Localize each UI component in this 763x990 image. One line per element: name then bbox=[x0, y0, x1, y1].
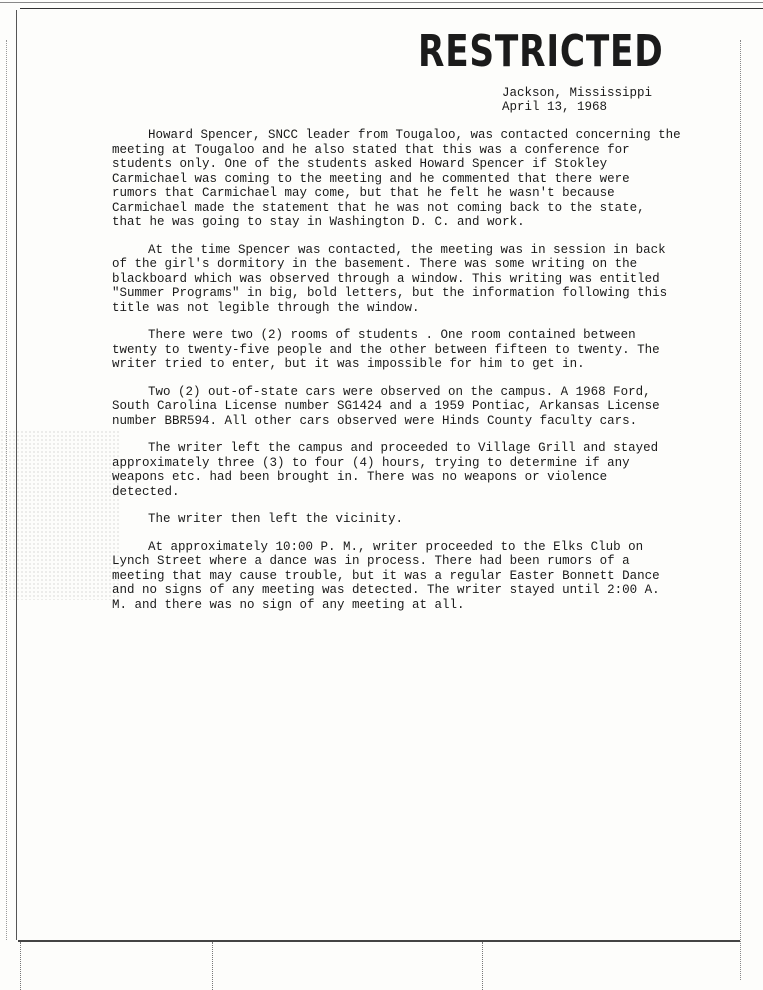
paragraph: At approximately 10:00 P. M., writer proceeded to the Elks Club on Lynch Street where a dance was in process. There had been rumors of a meeting that may cause trouble, but it was a regular Easter Bonnett Dance and no signs of any meeting was detected. The writer stayed until 2:00 A. M. and there was no sign of any meeting at all. bbox=[112, 539, 660, 612]
memo-body bbox=[112, 128, 682, 625]
paragraph: Howard Spencer, SNCC leader from Tougaloo, was contacted concerning the meeting at Tougaloo and he also stated that this was a conference for students only. One of the students asked Howard Spencer if Stokley Carmichael was coming to the meeting and he commented that there were rumors that Carmichael may come, but that he felt he wasn't because Carmichael made the statement that he was not coming back to the state, that he was going to stay in Washington D. C. and work. bbox=[112, 128, 681, 229]
paragraph: The writer left the campus and proceeded to Village Grill and stayed approximately three (3) to four (4) hours, trying to determine if any weapons etc. had been brought in. There was no weapons or violence detected. bbox=[112, 441, 659, 499]
paragraph: Two (2) out-of-state cars were observed on the campus. A 1968 Ford, South Carolina License number SG1424 and a 1959 Pontiac, Arkansas License number BBR594. All other cars observed were Hinds County faculty cars. bbox=[112, 384, 660, 428]
scan-edge-top bbox=[0, 2, 763, 3]
scan-noise bbox=[0, 430, 120, 600]
place-line: Jackson, Mississippi bbox=[502, 86, 653, 100]
paragraph: At the time Spencer was contacted, the meeting was in session in back of the girl's dormitory in the basement. There was some writing on the blackboard which was observed through a window. This writing was entitled "Summer Programs" in big, bold letters, but the information following this title was not legible through the window. bbox=[112, 242, 668, 315]
dateline bbox=[502, 86, 652, 114]
date-line: April 13, 1968 bbox=[502, 100, 608, 114]
scan-line-top bbox=[20, 8, 763, 9]
scan-edge-bottom bbox=[18, 940, 740, 942]
paragraph: The writer then left the vicinity. bbox=[148, 512, 404, 526]
scan-fold-line bbox=[482, 942, 483, 990]
scan-edge-right bbox=[740, 40, 741, 980]
restricted-stamp: RESTRICTED bbox=[418, 26, 664, 77]
paragraph: There were two (2) rooms of students . One room contained between twenty to twenty-five people and the other between fifteen to twenty. The writer tried to enter, but it was impossible for him to get in. bbox=[112, 328, 660, 371]
scan-fold-line bbox=[20, 942, 21, 990]
scan-fold-line bbox=[212, 942, 213, 990]
